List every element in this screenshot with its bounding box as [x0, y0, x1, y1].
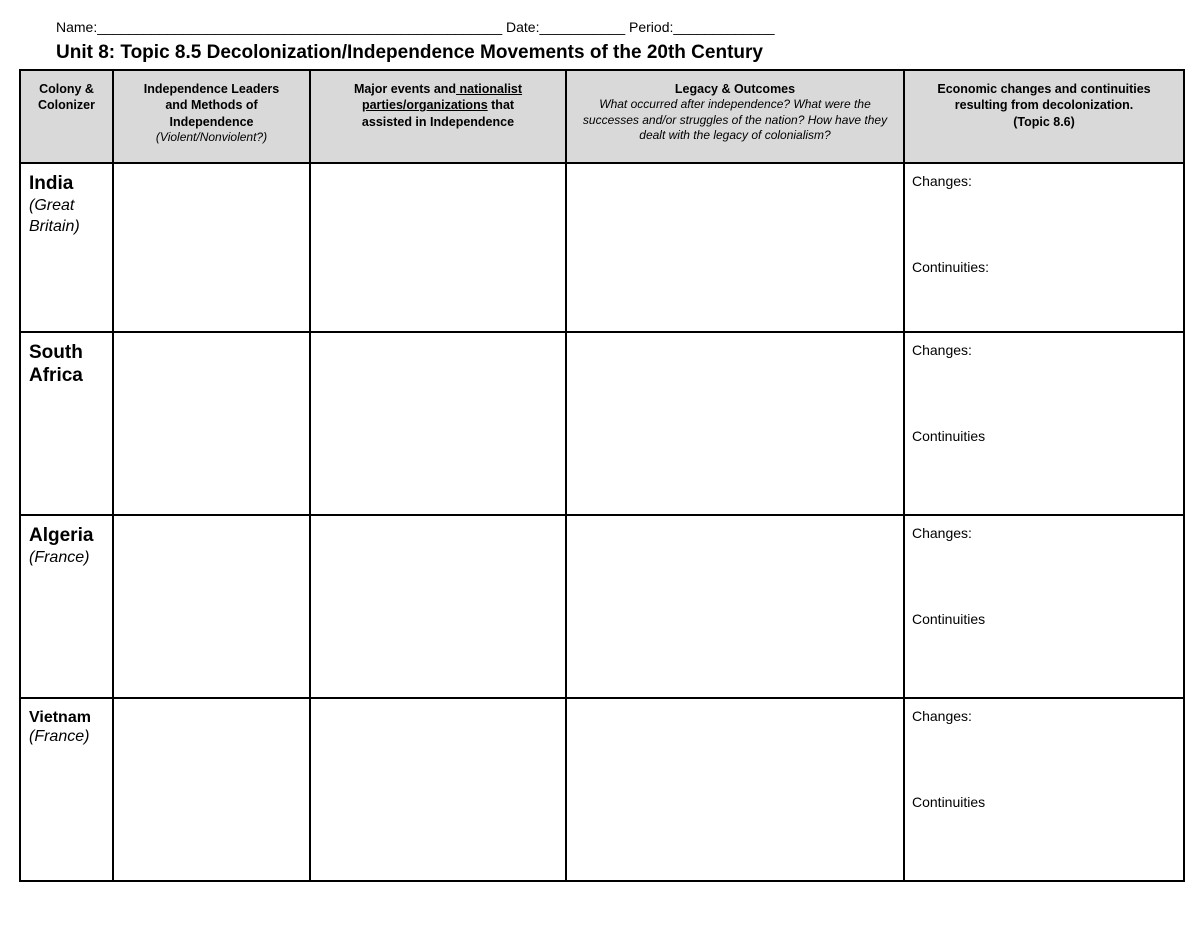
colony-column-header: Colony & Colonizer — [20, 70, 113, 163]
leaders-answer-cell[interactable] — [113, 163, 310, 332]
page-title: Unit 8: Topic 8.5 Decolonization/Independence Movements of the 20th Century — [56, 42, 763, 63]
leaders-answer-cell[interactable] — [113, 515, 310, 698]
continuities-label: Continuities — [912, 611, 986, 627]
leaders-column-header: Independence Leaders and Methods of Independence (Violent/Nonviolent?) — [113, 70, 310, 163]
name-field[interactable]: Name:____________________________________________________ — [56, 19, 503, 35]
header-fields — [56, 19, 775, 35]
colony-cell — [20, 515, 113, 698]
colony-name: Africa — [29, 364, 83, 386]
economic-answer-cell[interactable] — [904, 163, 1184, 332]
events-answer-cell[interactable] — [310, 163, 566, 332]
table-header-row — [20, 70, 1184, 163]
continuities-label: Continuities — [912, 428, 986, 444]
colony-name: Vietnam — [29, 709, 91, 726]
continuities-label: Continuities: — [912, 259, 990, 275]
economic-column-header: Economic changes and continuities resulting from decolonization. (Topic 8.6) — [904, 70, 1184, 163]
colonizer-name: Britain) — [29, 217, 80, 235]
legacy-answer-cell[interactable] — [566, 515, 904, 698]
colony-cell — [20, 163, 113, 332]
economic-answer-cell[interactable] — [904, 332, 1184, 515]
leaders-column-subtitle: (Violent/Nonviolent?) — [155, 129, 268, 144]
legacy-answer-cell[interactable] — [566, 163, 904, 332]
economic-answer-cell[interactable] — [904, 515, 1184, 698]
colony-cell — [20, 332, 113, 515]
events-answer-cell[interactable] — [310, 515, 566, 698]
period-field[interactable]: Period:_____________ — [629, 19, 775, 35]
table-row — [20, 163, 1184, 332]
continuities-label: Continuities — [912, 794, 986, 810]
table-row — [20, 332, 1184, 515]
events-answer-cell[interactable] — [310, 698, 566, 881]
changes-label: Changes: — [912, 173, 972, 189]
events-column-header: Major events and nationalist parties/organizations that assisted in Independence — [310, 70, 566, 163]
legacy-answer-cell[interactable] — [566, 698, 904, 881]
colonizer-name: (Great — [29, 196, 75, 214]
table-row — [20, 698, 1184, 881]
events-answer-cell[interactable] — [310, 332, 566, 515]
legacy-answer-cell[interactable] — [566, 332, 904, 515]
colony-name: India — [29, 173, 74, 194]
worksheet-table — [19, 69, 1185, 882]
changes-label: Changes: — [912, 342, 972, 358]
economic-answer-cell[interactable] — [904, 698, 1184, 881]
table-row — [20, 515, 1184, 698]
colony-cell — [20, 698, 113, 881]
colonizer-name: (France) — [29, 548, 90, 566]
legacy-column-header: Legacy & Outcomes What occurred after independence? What were the successes and/or struggles of the nation? How have they dealt with the legacy of colonialism? — [566, 70, 904, 163]
colony-name: South — [29, 342, 83, 363]
colony-name: Algeria — [29, 525, 94, 546]
date-field[interactable]: Date:___________ — [506, 19, 626, 35]
legacy-column-subtitle: What occurred after independence? What were the successes and/or struggles of the nation? How have they dealt with the legacy of colonialism? — [582, 97, 888, 143]
changes-label: Changes: — [912, 708, 972, 724]
changes-label: Changes: — [912, 525, 972, 541]
leaders-answer-cell[interactable] — [113, 698, 310, 881]
colonizer-name: (France) — [29, 728, 90, 746]
leaders-answer-cell[interactable] — [113, 332, 310, 515]
